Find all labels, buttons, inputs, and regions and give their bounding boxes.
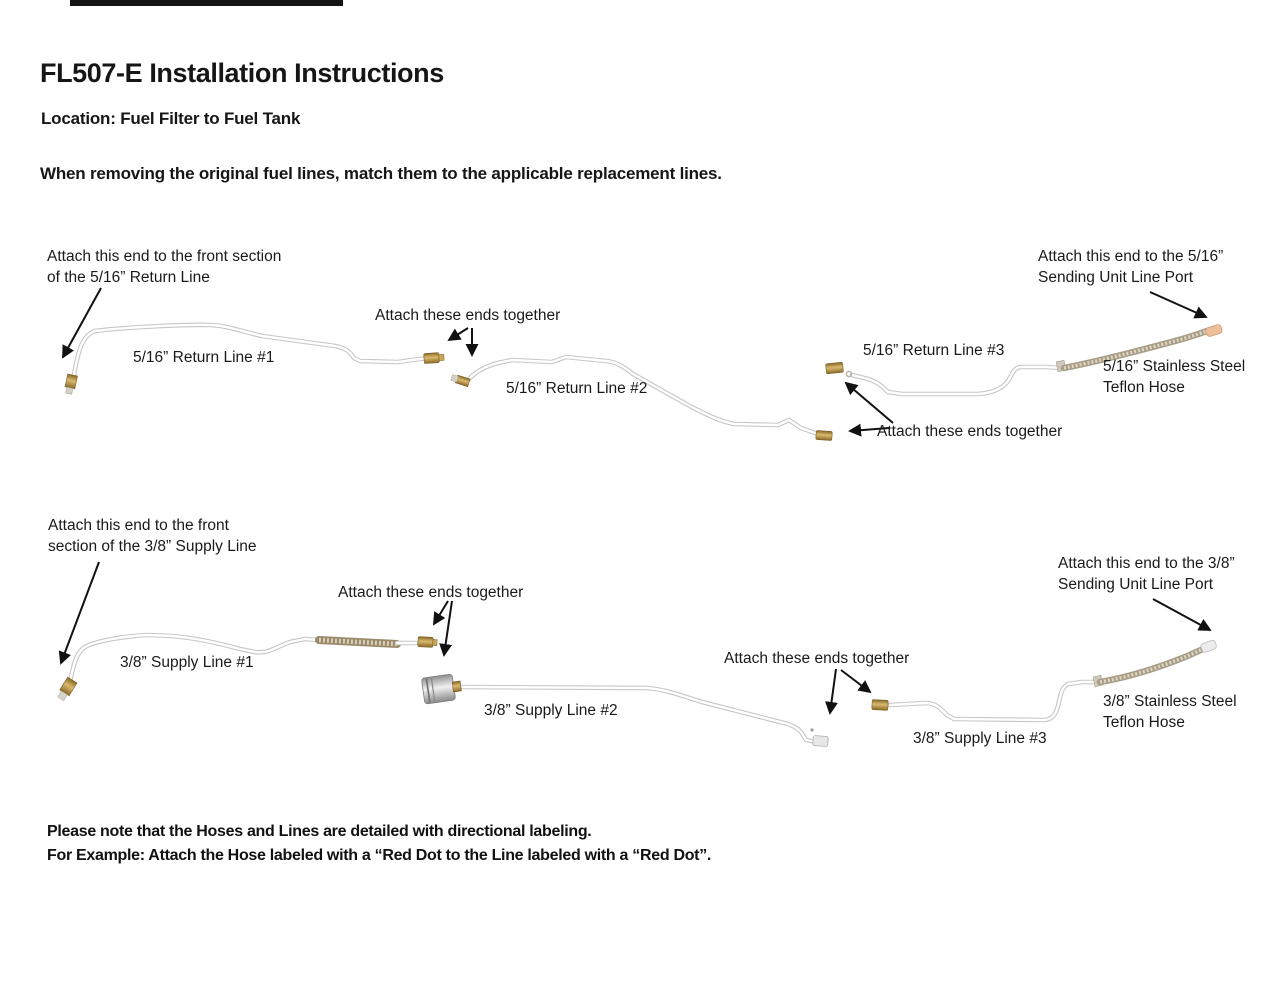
supply-attach-sending-note: Attach this end to the 3/8” Sending Unit Line Port	[1058, 555, 1235, 593]
return-attach-front-note: Attach this end to the front section of the 5/16” Return Line	[47, 248, 282, 286]
arrow-supply-front	[61, 562, 99, 663]
arrow-supply-ends1-a	[434, 601, 448, 624]
supply-teflon-hose	[1100, 649, 1203, 682]
return-hose-label: 5/16” Stainless Steel Teflon Hose	[1103, 358, 1246, 396]
intro-line: When removing the original fuel lines, match them to the applicable replacement lines.	[40, 164, 722, 183]
arrow-supply-sending	[1153, 599, 1210, 630]
return-hose-tip	[1205, 324, 1223, 337]
supply-line-1-front-fitting	[56, 677, 77, 701]
supply-ends-together-mid-note: Attach these ends together	[338, 584, 524, 601]
supply-attach-front-note: Attach this end to the front section of the 3/8” Supply Line	[48, 517, 257, 555]
supply-line-1-label: 3/8” Supply Line #1	[120, 654, 254, 671]
directional-labeling-note: Please note that the Hoses and Lines are detailed with directional labeling. For Example: Attach the Hose labeled with a “Red Dot to the Line labeled with a “Red Dot”.	[47, 823, 712, 864]
arrow-supply-ends1-b	[444, 601, 452, 655]
supply-line-1-end-fitting	[418, 637, 437, 648]
arrow-supply-ends2-a	[830, 669, 836, 713]
return-line-1-front-fitting	[64, 374, 78, 395]
supply-hose-tip	[1200, 640, 1217, 654]
page-title: FL507-E Installation Instructions	[40, 58, 444, 88]
return-attach-sending-note: Attach this end to the 5/16” Sending Unit Line Port	[1038, 248, 1224, 286]
supply-line-2-end-fitting	[810, 728, 828, 746]
supply-line-2-coupler	[421, 673, 462, 704]
return-line-1-label: 5/16” Return Line #1	[133, 349, 275, 366]
return-line-2-end-fitting	[816, 430, 833, 440]
supply-line-3-label: 3/8” Supply Line #3	[913, 730, 1047, 747]
return-line-2-front-fitting	[450, 374, 470, 387]
return-line-3-label: 5/16” Return Line #3	[863, 342, 1005, 359]
return-line-1-end-fitting	[424, 352, 445, 363]
return-line-3-front-fitting	[826, 362, 844, 374]
arrow-return-ends1-a	[449, 328, 468, 340]
return-ends-together-mid-note: Attach these ends together	[375, 307, 561, 324]
supply-hose-label: 3/8” Stainless Steel Teflon Hose	[1103, 693, 1237, 731]
arrow-return-sending	[1150, 292, 1206, 317]
return-ends-together-right-note: Attach these ends together	[877, 423, 1063, 440]
location-line: Location: Fuel Filter to Fuel Tank	[41, 109, 301, 128]
return-line-2-label: 5/16” Return Line #2	[506, 380, 648, 397]
supply-line-2	[421, 673, 828, 746]
supply-line-3-front-fitting	[872, 700, 889, 711]
supply-line-1-braid	[319, 640, 397, 644]
arrow-supply-ends2-b	[841, 670, 870, 692]
supply-line-2-label: 3/8” Supply Line #2	[484, 702, 618, 719]
supply-ends-together-right-note: Attach these ends together	[724, 650, 910, 667]
